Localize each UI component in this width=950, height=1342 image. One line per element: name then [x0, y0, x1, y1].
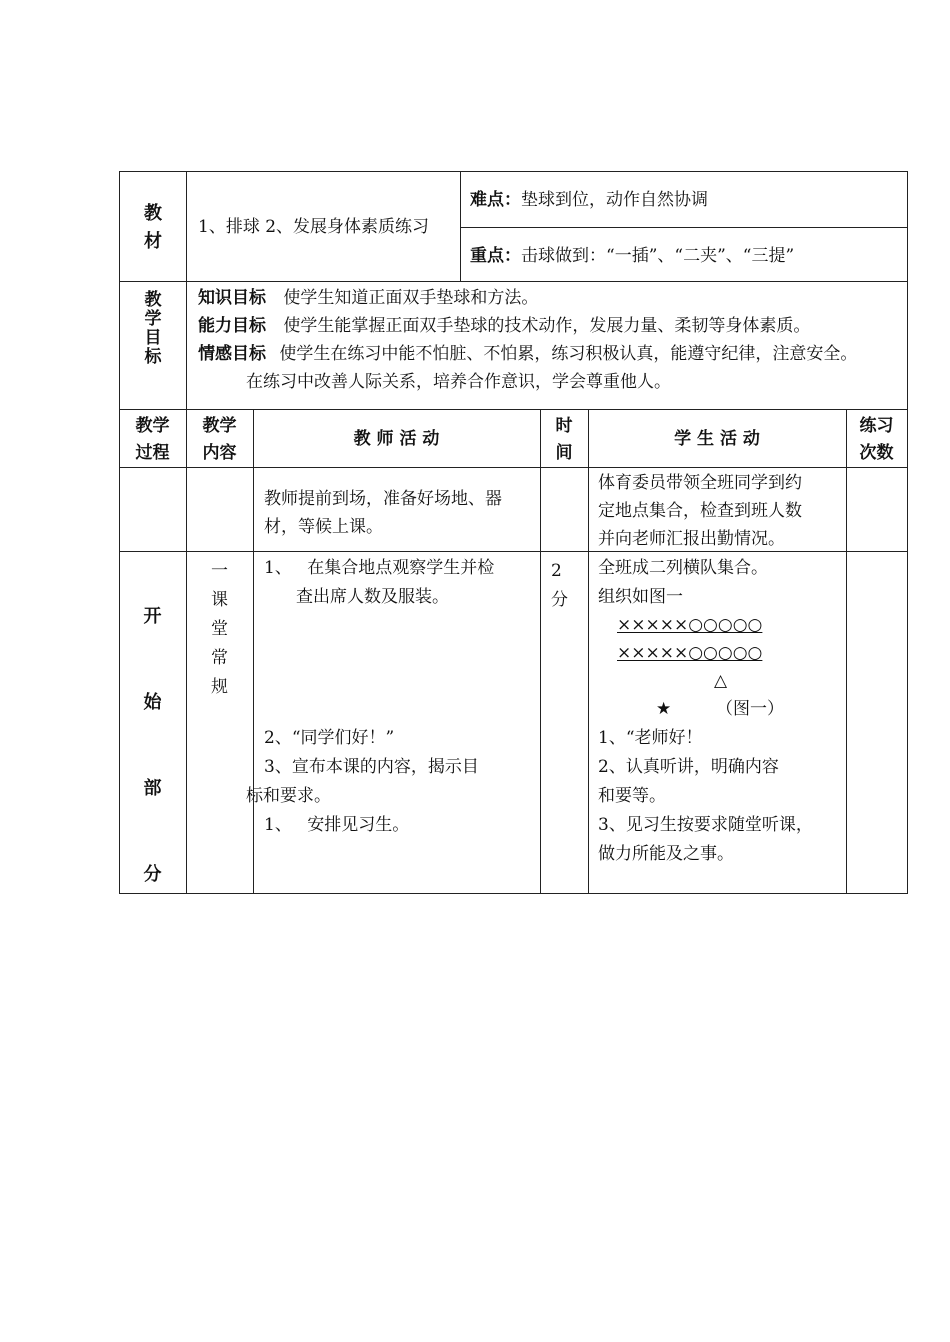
col-header-content-line: 教学 [202, 416, 237, 436]
goal-knowledge-text: 使学生知道正面双手垫球和方法。 [283, 288, 539, 308]
border-col1-goals [186, 281, 187, 410]
opening-process-char: 始 [143, 692, 162, 713]
col-header-content-line: 内容 [202, 443, 237, 463]
goal-emotion [198, 343, 857, 365]
border-top [119, 171, 908, 172]
goal-emotion-text: 使学生在练习中能不怕脏、不怕累，练习积极认真，能遵守纪律，注意安全。 [279, 344, 858, 364]
opening-student-line2: 组织如图一 [598, 587, 683, 607]
goal-knowledge-label: 知识目标 [198, 288, 266, 308]
preclass-teacher-line: 材，等候上课。 [264, 517, 383, 537]
formation-row-1: ×××××○○○○○ [617, 615, 763, 635]
goals-label-char: 目 [144, 328, 162, 348]
col-header-time-line: 时 [555, 416, 573, 436]
preclass-student-line: 并向老师汇报出勤情况。 [598, 529, 785, 549]
border-right [907, 171, 908, 894]
col-header-content [186, 413, 253, 467]
opening-content-char: 一 [211, 561, 228, 581]
material-label [141, 200, 165, 256]
border-bottom [119, 893, 908, 894]
goal-ability [198, 315, 810, 337]
opening-content-char: 堂 [211, 619, 228, 639]
opening-content-char: 规 [211, 677, 228, 697]
material-content: 1、排球 2、发展身体素质练习 [198, 217, 430, 237]
difficulty-row [470, 189, 708, 211]
opening-teacher-item3-line2: 标和要求。 [246, 786, 331, 806]
goal-emotion-text-2: 在练习中改善人际关系，培养合作意识，学会尊重他人。 [246, 372, 671, 392]
opening-content-char: 课 [211, 590, 228, 610]
opening-teacher-item4-text: 安排见习生。 [307, 815, 410, 835]
border-goals-bottom [119, 409, 908, 410]
preclass-student-line: 体育委员带领全班同学到约 [598, 473, 802, 493]
opening-process-char: 开 [143, 606, 162, 627]
col-header-reps [846, 413, 907, 467]
opening-teacher-item4 [264, 814, 409, 836]
key-point-label: 重点： [470, 246, 521, 266]
preclass-student [598, 469, 802, 553]
opening-student-item3: 3、见习生按要求随堂听课， [598, 815, 813, 835]
opening-teacher-item1-num: 1、 [264, 558, 292, 578]
col-header-process [119, 413, 186, 467]
difficulty-label: 难点： [470, 190, 521, 210]
teacher-position-star: ★ [656, 699, 672, 719]
col-header-teacher: 教 师 活 动 [353, 429, 440, 449]
material-label-char: 材 [144, 231, 162, 252]
opening-teacher-item1-text: 在集合地点观察学生并检 [307, 558, 495, 578]
col-header-reps-line: 练习 [859, 416, 894, 436]
opening-student-item2-line2: 和要等。 [598, 786, 666, 806]
material-label-char: 教 [144, 203, 162, 224]
border-header-split [460, 171, 461, 282]
opening-process-char: 分 [143, 864, 162, 885]
border-col2 [253, 409, 254, 894]
difficulty-text: 垫球到位，动作自然协调 [521, 190, 708, 210]
col-header-process-line: 教学 [135, 416, 170, 436]
col-header-student: 学 生 活 动 [674, 429, 760, 449]
opening-time-unit: 分 [551, 590, 568, 610]
border-col4 [588, 409, 589, 894]
preclass-teacher [264, 485, 502, 541]
col-header-time [540, 413, 588, 467]
opening-student-item2: 2、认真听讲，明确内容 [598, 757, 779, 777]
col-header-time-line: 间 [555, 443, 573, 463]
opening-teacher-item2: 2、“同学们好！” [264, 728, 395, 748]
border-col1 [186, 171, 187, 282]
opening-student-item1: 1、“老师好！ [598, 728, 703, 748]
goal-ability-label: 能力目标 [198, 316, 266, 336]
col-header-process-line: 过程 [135, 443, 170, 463]
teacher-position-triangle: △ [714, 671, 728, 691]
border-header-mid [460, 227, 908, 228]
border-columns-bottom [119, 467, 908, 468]
opening-student-line1: 全班成二列横队集合。 [598, 558, 768, 578]
opening-content-char: 常 [211, 648, 228, 668]
figure-caption: （图一） [716, 699, 784, 719]
opening-content [186, 557, 253, 702]
preclass-teacher-line: 教师提前到场，准备好场地、器 [264, 489, 502, 509]
border-col3 [540, 409, 541, 894]
goal-knowledge [198, 287, 538, 309]
opening-teacher-item1-line2: 查出席人数及服装。 [296, 587, 449, 607]
goal-emotion-label: 情感目标 [198, 344, 266, 364]
goals-label-char: 学 [144, 309, 162, 329]
opening-teacher-item4-num: 1、 [264, 815, 292, 835]
border-col5 [846, 409, 847, 894]
key-point-row [470, 245, 794, 267]
col-header-reps-line: 次数 [859, 443, 894, 463]
opening-student-item3-line2: 做力所能及之事。 [598, 844, 734, 864]
opening-time [551, 557, 568, 615]
opening-process-char: 部 [143, 778, 162, 799]
opening-teacher-item3: 3、宣布本课的内容，揭示目 [264, 757, 479, 777]
goal-ability-text: 使学生能掌握正面双手垫球的技术动作，发展力量、柔韧等身体素质。 [283, 316, 811, 336]
formation-row-2: ×××××○○○○○ [617, 643, 763, 663]
goals-label [141, 291, 165, 367]
opening-process [119, 606, 186, 886]
goals-label-char: 教 [144, 290, 162, 310]
opening-teacher-item1 [264, 557, 494, 579]
key-point-text: 击球做到：“一插”、“二夹”、“三提” [521, 246, 795, 266]
border-header-bottom [119, 281, 908, 282]
opening-time-value: 2 [551, 561, 562, 581]
preclass-student-line: 定地点集合，检查到班人数 [598, 501, 802, 521]
goals-label-char: 标 [144, 347, 162, 367]
